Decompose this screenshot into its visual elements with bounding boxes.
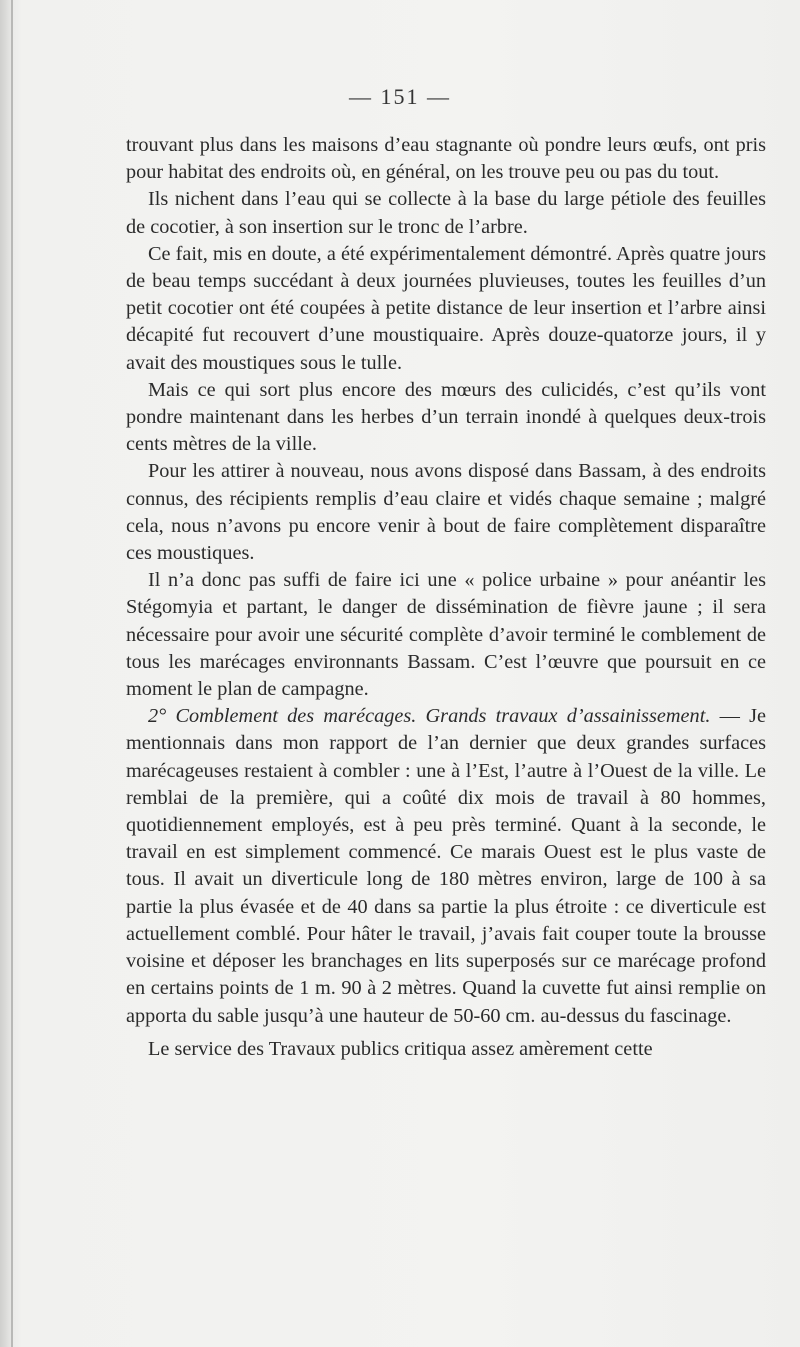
- section-heading: 2° Comblement des marécages. Grands travaux d’assainissement.: [148, 705, 711, 728]
- paragraph-1: trouvant plus dans les maisons d’eau stagnante où pondre leurs œufs, ont pris pour habitat des endroits où, en général, on les trouve peu ou pas du tout.: [126, 134, 766, 184]
- paragraph-4: Mais ce qui sort plus encore des mœurs des culicidés, c’est qu’ils vont pondre maintenant dans les herbes d’un terrain inondé à quelques deux-trois cents mètres de la ville.: [126, 378, 766, 456]
- paragraph-6: Il n’a donc pas suffi de faire ici une « police urbaine » pour anéantir les Stégomyia et partant, le danger de dissémination de fièvre jaune ; il sera nécessaire pour avoir une sécurité complète d’avoir terminé le comblement de tous les marécages environnants Bassam. C’est l’œuvre que poursuit en ce moment le plan de campagne.: [126, 569, 766, 701]
- paragraph-5: Pour les attirer à nouveau, nous avons disposé dans Bassam, à des endroits connus, des récipients remplis d’eau claire et vidés chaque semaine ; malgré cela, nous n’avons pu encore venir à bout de faire complètement disparaître ces moustiques.: [126, 460, 766, 565]
- paragraph-3: Ce fait, mis en doute, a été expérimentalement démontré. Après quatre jours de beau temps succédant à deux journées pluvieuses, toutes les feuilles d’un petit cocotier ont été coupées à petite distance de leur insertion et l’arbre ainsi décapité fut recouvert d’une moustiquaire. Après douze-quatorze jours, il y avait des moustiques sous le tulle.: [126, 242, 766, 374]
- paragraph-8: Le service des Travaux publics critiqua assez amèrement cette: [148, 1037, 653, 1060]
- page-number: — 151 —: [349, 84, 451, 109]
- paragraph-7: [126, 703, 766, 1029]
- section-body: — Je mentionnais dans mon rapport de l’an dernier que deux grandes surfaces marécageuses restaient à combler : une à l’Est, l’autre à l’Ouest de la ville. Le remblai de la première, qui a coûté dix mois de travail à 80 hommes, quotidiennement employés, est à peu près terminé. Quant à la seconde, le travail en est simplement commencé. Ce marais Ouest est le plus vaste de tous. Il avait un diverticule long de 180 mètres environ, large de 100 à sa partie la plus évasée et de 40 dans sa partie la plus étroite : ce diverticule est actuellement comblé. Pour hâter le travail, j’avais fait couper toute la brousse voisine et déposer les branchages en lits superposés sur ce marécage profond en certains points de 1 m. 90 à 2 mètres. Quand la cuvette fut ainsi remplie on apporta du sable jusqu’à une hauteur de 50-60 cm. au-dessus du fascinage.: [126, 705, 766, 1027]
- binding-shadow: [0, 0, 11, 1347]
- binding-edge: [11, 0, 13, 1347]
- body-text: [126, 132, 766, 1063]
- paragraph-2: Ils nichent dans l’eau qui se collecte à la base du large pétiole des feuilles de cocotier, à son insertion sur le tronc de l’arbre.: [126, 188, 766, 238]
